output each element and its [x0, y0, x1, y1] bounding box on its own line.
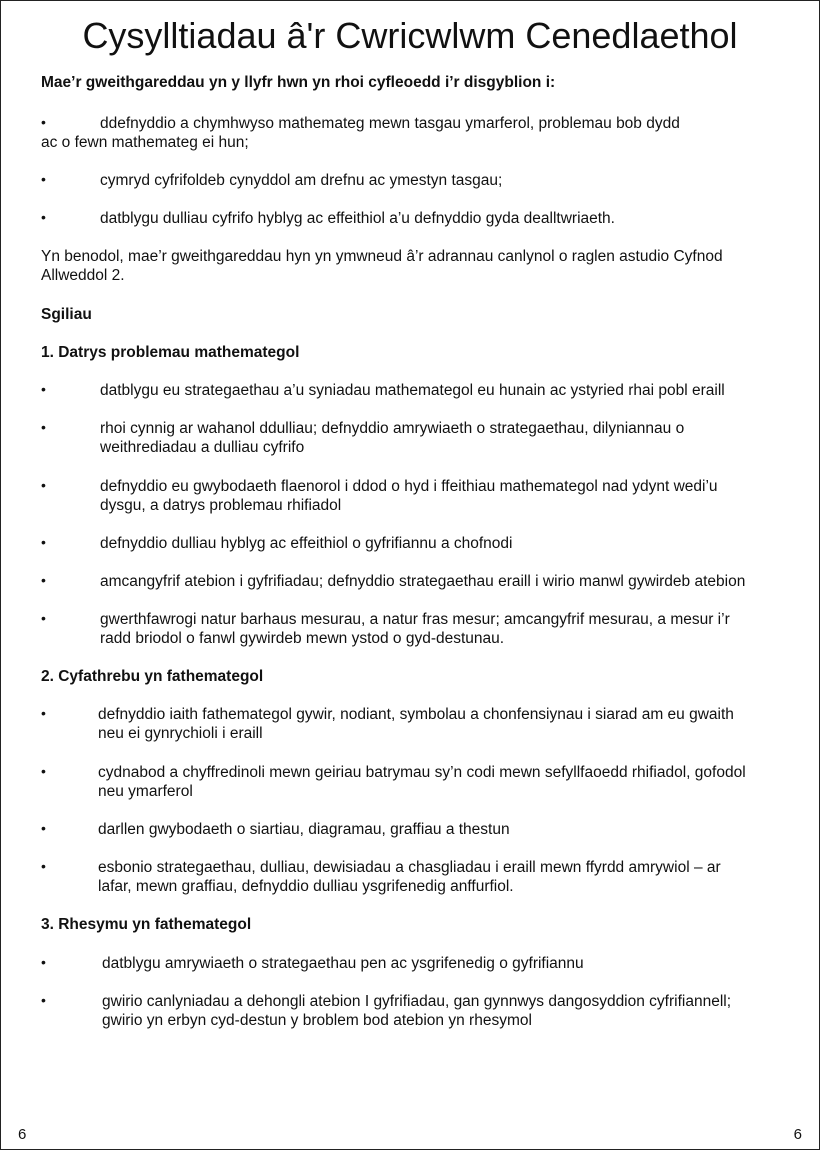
- section-1-item-3b: dysgu, a datrys problemau rhifiadol: [100, 497, 342, 514]
- bullet-icon: •: [41, 419, 46, 435]
- bullet-icon: •: [41, 209, 46, 225]
- section-3-heading: 3. Rhesymu yn fathemategol: [41, 916, 252, 933]
- intro-heading: Mae’r gweithgareddau yn y llyfr hwn yn rhoi cyfleoedd i’r disgyblion i:: [41, 74, 556, 91]
- bullet-icon: •: [41, 610, 46, 626]
- section-1-item-2a: rhoi cynnig ar wahanol ddulliau; defnyddio amrywiaeth o strategaethau, dilyniannau o: [100, 420, 685, 437]
- bullet-icon: •: [41, 992, 46, 1008]
- bullet-icon: •: [41, 381, 46, 397]
- section-1-item-6b: radd briodol o fanwl gywirdeb mewn ystod o gyd-destunau.: [100, 630, 505, 647]
- intro-bullet-2: cymryd cyfrifoldeb cynyddol am drefnu ac ymestyn tasgau;: [100, 172, 503, 189]
- skills-heading: Sgiliau: [41, 306, 92, 323]
- section-3-item-1: datblygu amrywiaeth o strategaethau pen ac ysgrifenedig o gyfrifiannu: [102, 955, 584, 972]
- section-2-item-2a: cydnabod a chyffredinoli mewn geiriau batrymau sy’n codi mewn sefyllfaoedd rhifiadol, gofodol: [98, 764, 746, 781]
- bullet-icon: •: [41, 171, 46, 187]
- section-2-item-3: darllen gwybodaeth o siartiau, diagramau, graffiau a thestun: [98, 821, 510, 838]
- section-1-item-5: amcangyfrif atebion i gyfrifiadau; defnyddio strategaethau eraill i wirio manwl gywirdeb atebion: [100, 573, 746, 590]
- bullet-icon: •: [41, 534, 46, 550]
- bullet-icon: •: [41, 572, 46, 588]
- section-2-item-4a: esbonio strategaethau, dulliau, dewisiadau a chasgliadau i eraill mewn ffyrdd amrywiol – ar: [98, 859, 721, 876]
- intro-bullet-1b: ac o fewn mathemateg ei hun;: [41, 134, 249, 151]
- section-2-item-1a: defnyddio iaith fathemategol gywir, nodiant, symbolau a chonfensiynau i siarad am eu gwaith: [98, 706, 734, 723]
- bullet-icon: •: [41, 954, 46, 970]
- bullet-icon: •: [41, 477, 46, 493]
- section-2-item-2b: neu ymarferol: [98, 783, 193, 800]
- specific-para-line-2: Allweddol 2.: [41, 267, 125, 284]
- section-1-item-4: defnyddio dulliau hyblyg ac effeithiol o gyfrifiannu a chofnodi: [100, 535, 513, 552]
- section-1-item-1: datblygu eu strategaethau a’u syniadau mathemategol eu hunain ac ystyried rhai pobl eraill: [100, 382, 725, 399]
- section-2-heading: 2. Cyfathrebu yn fathemategol: [41, 668, 264, 685]
- section-1-heading: 1. Datrys problemau mathemategol: [41, 344, 300, 361]
- section-3-item-2b: gwirio yn erbyn cyd-destun y broblem bod atebion yn rhesymol: [102, 1012, 532, 1029]
- section-2-item-1b: neu ei gynrychioli i eraill: [98, 725, 263, 742]
- bullet-icon: •: [41, 858, 46, 874]
- bullet-icon: •: [41, 763, 46, 779]
- specific-para-line-1: Yn benodol, mae’r gweithgareddau hyn yn ymwneud â’r adrannau canlynol o raglen astudio Cyfnod: [41, 248, 723, 265]
- bullet-icon: •: [41, 114, 46, 130]
- intro-bullet-3: datblygu dulliau cyfrifo hyblyg ac effeithiol a’u defnyddio gyda dealltwriaeth.: [100, 210, 615, 227]
- page-title: Cysylltiadau â'r Cwricwlwm Cenedlaethol: [82, 15, 738, 56]
- intro-bullet-1a: ddefnyddio a chymhwyso mathemateg mewn tasgau ymarferol, problemau bob dydd: [100, 115, 680, 132]
- bullet-icon: •: [41, 705, 46, 721]
- section-1-item-3a: defnyddio eu gwybodaeth flaenorol i ddod o hyd i ffeithiau mathemategol nad ydynt wedi’u: [100, 478, 718, 495]
- bullet-icon: •: [41, 820, 46, 836]
- page-number-right: 6: [793, 1126, 802, 1143]
- page-number-left: 6: [18, 1126, 27, 1143]
- section-3-item-2a: gwirio canlyniadau a dehongli atebion I gyfrifiadau, gan gynnwys dangosyddion cyfrifiannell;: [102, 993, 732, 1010]
- section-1-item-6a: gwerthfawrogi natur barhaus mesurau, a natur fras mesur; amcangyfrif mesurau, a mesur i’r: [100, 611, 730, 628]
- section-1-item-2b: weithrediadau a dulliau cyfrifo: [100, 439, 305, 456]
- section-2-item-4b: lafar, mewn graffiau, defnyddio dulliau ysgrifenedig anffurfiol.: [98, 878, 514, 895]
